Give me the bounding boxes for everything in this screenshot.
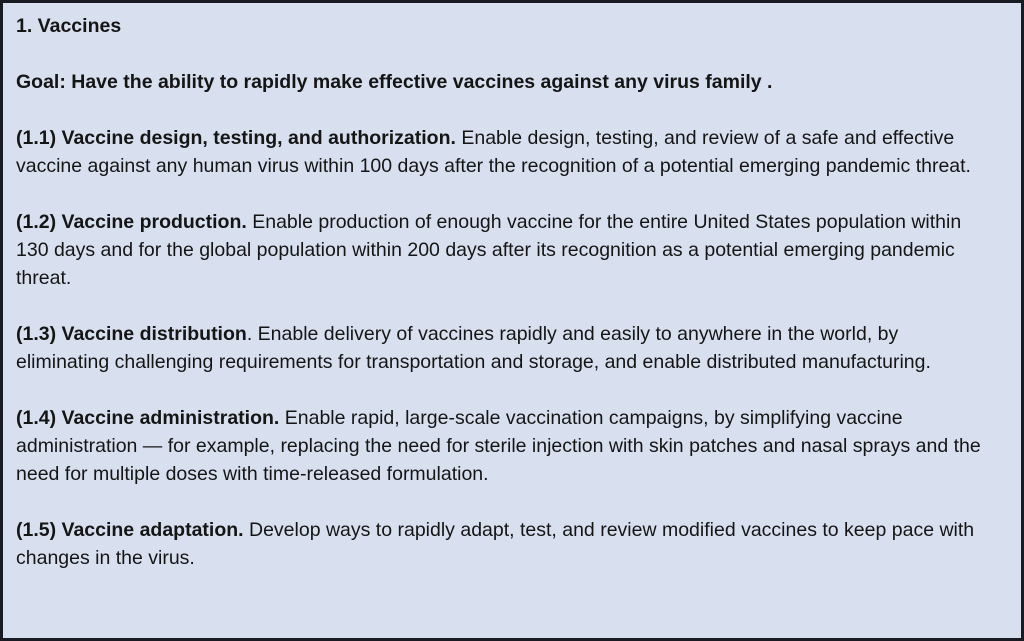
objective-item-1-1 [16, 124, 991, 180]
objective-item-1-3 [16, 320, 991, 376]
objective-lead: (1.1) Vaccine design, testing, and authorization. [16, 127, 456, 149]
objective-item-1-2 [16, 208, 991, 292]
objective-body: Develop ways to rapidly adapt, test, and review modified vaccines to keep pace with changes in the virus. [16, 519, 975, 569]
objective-lead: (1.5) Vaccine adaptation. [16, 519, 244, 541]
objective-body: Enable production of enough vaccine for the entire United States population within 130 days and for the global population within 200 days after its recognition as a potential emerging pandemic threat. [16, 211, 962, 289]
objective-body: Enable design, testing, and review of a safe and effective vaccine against any human virus within 100 days after the recognition of a potential emerging pandemic threat. [16, 127, 971, 177]
objective-body: . Enable delivery of vaccines rapidly and easily to anywhere in the world, by eliminating challenging requirements for transportation and storage, and enable distributed manufacturing. [16, 323, 931, 373]
goal-statement: Goal: Have the ability to rapidly make effective vaccines against any virus family . [16, 71, 773, 93]
objective-lead: (1.2) Vaccine production. [16, 211, 247, 233]
objective-lead: (1.4) Vaccine administration. [16, 407, 280, 429]
objective-item-1-4 [16, 404, 991, 488]
objective-lead: (1.3) Vaccine distribution [16, 323, 247, 345]
section-heading: 1. Vaccines [16, 15, 122, 37]
objective-item-1-5 [16, 516, 991, 572]
objective-body: Enable rapid, large-scale vaccination campaigns, by simplifying vaccine administration — for example, replacing the need for sterile injection with skin patches and nasal sprays and the need for multiple doses with time-released formulation. [16, 407, 981, 485]
